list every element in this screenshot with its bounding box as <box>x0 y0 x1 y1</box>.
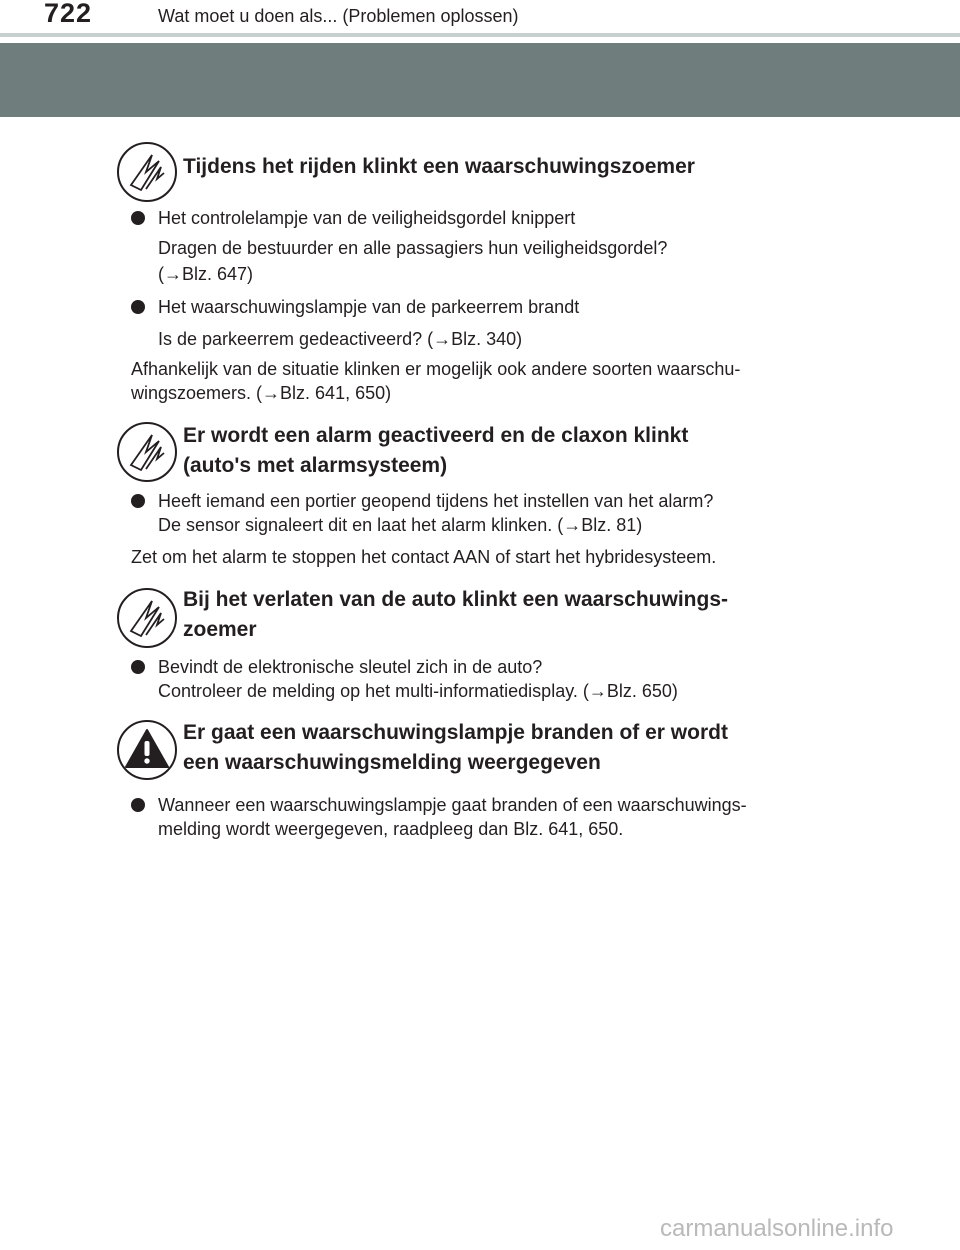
bullet-text: Het controlelampje van de veiligheidsgordel knippert <box>158 208 576 228</box>
bullet-icon <box>131 660 145 674</box>
sub-text: Dragen de bestuurder en alle passagiers hun veiligheidsgordel? <box>158 238 668 258</box>
list-item <box>131 490 851 536</box>
bullet-icon <box>131 211 145 225</box>
bullet-text: Wanneer een waarschuwingslampje gaat branden of een waarschuwings- <box>158 795 747 815</box>
section-heading: Bij het verlaten van de auto klinkt een waarschuwings- <box>183 588 728 611</box>
watermark: carmanualsonline.info <box>660 1215 894 1242</box>
section-heading: Tijdens het rijden klinkt een waarschuwingszoemer <box>183 155 695 178</box>
list-item <box>131 296 851 319</box>
bullet-text: Heeft iemand een portier geopend tijdens het instellen van het alarm? <box>158 491 714 511</box>
bullet-text: De sensor signaleert dit en laat het alarm klinken. (→Blz. 81) <box>158 515 643 535</box>
section-heading: Er gaat een waarschuwingslampje branden of er wordt <box>183 721 728 744</box>
section-heading: (auto's met alarmsysteem) <box>183 454 448 477</box>
note-text: Zet om het alarm te stoppen het contact AAN of start het hybridesysteem. <box>131 547 717 567</box>
bullet-icon <box>131 798 145 812</box>
page-number: 722 <box>44 0 93 28</box>
sub-text: Is de parkeerrem gedeactiveerd? (→Blz. 340) <box>158 329 523 349</box>
bullet-icon <box>131 494 145 508</box>
bullet-text: Controleer de melding op het multi-informatiedisplay. (→Blz. 650) <box>158 681 678 701</box>
page-reference-link[interactable]: (→Blz. 647) <box>158 264 254 284</box>
chapter-banner <box>0 43 960 117</box>
bullet-text: melding wordt weergegeven, raadpleeg dan Blz. 641, 650. <box>158 819 624 839</box>
section-heading: een waarschuwingsmelding weergegeven <box>183 751 601 774</box>
bullet-text: Het waarschuwingslampje van de parkeerrem brandt <box>158 297 580 317</box>
list-item <box>131 656 851 702</box>
page-header <box>0 0 960 36</box>
header-divider <box>0 33 960 37</box>
buzzer-icon <box>116 141 178 203</box>
bullet-text: Bevindt de elektronische sleutel zich in de auto? <box>158 657 543 677</box>
note-text: Afhankelijk van de situatie klinken er mogelijk ook andere soorten waarschu- <box>131 359 741 379</box>
list-item <box>131 794 851 840</box>
buzzer-icon <box>116 421 178 483</box>
bullet-icon <box>131 300 145 314</box>
buzzer-icon <box>116 587 178 649</box>
chapter-title: Wat moet u doen als... (Problemen oplossen) <box>158 6 519 26</box>
warning-exclamation-icon <box>116 719 178 781</box>
section-heading: Er wordt een alarm geactiveerd en de claxon klinkt <box>183 424 689 447</box>
note-text: wingszoemers. (→Blz. 641, 650) <box>131 383 392 403</box>
section-heading: zoemer <box>183 618 257 641</box>
list-item <box>131 207 851 230</box>
